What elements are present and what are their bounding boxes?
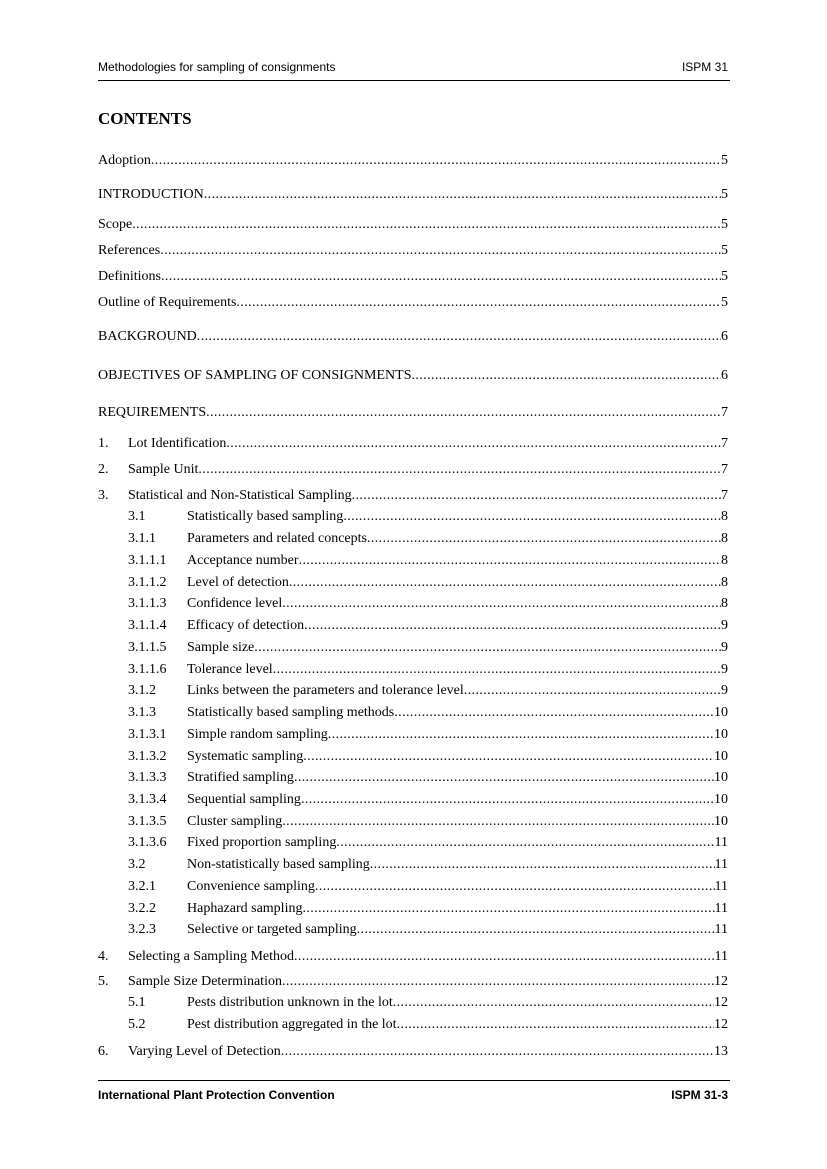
toc-entry-title: INTRODUCTION	[98, 187, 204, 202]
toc-entry[interactable]	[98, 812, 728, 832]
toc-entry-page: 12	[714, 1017, 728, 1032]
toc-entry-title: Haphazard sampling	[187, 901, 303, 916]
toc-entry[interactable]	[98, 947, 728, 967]
toc-entry[interactable]	[98, 681, 728, 701]
toc-entry-title: Links between the parameters and tolerance level	[187, 683, 464, 698]
toc-entry-title: Tolerance level	[187, 662, 273, 677]
toc-entry-page: 9	[721, 683, 728, 698]
toc-entry-number: 3.1.1.2	[128, 575, 167, 590]
toc-dot-leader	[328, 725, 714, 745]
toc-entry[interactable]	[98, 327, 728, 347]
toc-entry[interactable]	[98, 403, 728, 423]
toc-entry[interactable]	[98, 616, 728, 636]
toc-entry-number: 1.	[98, 436, 109, 451]
toc-entry-page: 7	[721, 462, 728, 477]
toc-entry[interactable]	[98, 366, 728, 386]
toc-entry-title: Fixed proportion sampling	[187, 835, 337, 850]
toc-entry-title: Statistically based sampling	[187, 509, 344, 524]
toc-dot-leader	[197, 327, 721, 347]
toc-entry-title: Pest distribution aggregated in the lot	[187, 1017, 397, 1032]
toc-entry-page: 11	[714, 949, 728, 964]
toc-dot-leader	[394, 703, 714, 723]
toc-entry[interactable]	[98, 855, 728, 875]
header-document-title: Methodologies for sampling of consignments	[98, 60, 336, 74]
toc-entry-page: 11	[714, 901, 728, 916]
toc-dot-leader	[160, 241, 721, 261]
toc-entry-title: Outline of Requirements	[98, 295, 237, 310]
toc-entry[interactable]	[98, 215, 728, 235]
toc-entry-title: Sample Unit	[128, 462, 199, 477]
page-header	[98, 58, 730, 81]
toc-entry-title: Selective or targeted sampling	[187, 922, 357, 937]
toc-entry-page: 5	[721, 269, 728, 284]
toc-entry-number: 4.	[98, 949, 109, 964]
toc-entry-page: 6	[721, 368, 728, 383]
toc-entry-page: 9	[721, 618, 728, 633]
toc-entry-title: Statistically based sampling methods	[187, 705, 395, 720]
toc-dot-leader	[204, 185, 721, 205]
toc-dot-leader	[343, 507, 721, 527]
toc-entry-page: 10	[714, 727, 728, 742]
toc-entry-page: 5	[721, 295, 728, 310]
toc-entry-number: 3.1.1.5	[128, 640, 167, 655]
toc-entry-title: Lot Identification	[128, 436, 227, 451]
toc-entry-title: Simple random sampling	[187, 727, 328, 742]
toc-dot-leader	[397, 1015, 714, 1035]
page-footer	[98, 1080, 730, 1105]
toc-entry-title: Parameters and related concepts	[187, 531, 367, 546]
toc-entry-page: 7	[721, 405, 728, 420]
toc-entry[interactable]	[98, 551, 728, 571]
toc-entry-title: Non-statistically based sampling	[187, 857, 370, 872]
toc-entry[interactable]	[98, 993, 728, 1013]
toc-entry-title: Level of detection	[187, 575, 289, 590]
toc-dot-leader	[411, 366, 721, 386]
toc-entry-number: 5.1	[128, 995, 146, 1010]
toc-entry-title: Pests distribution unknown in the lot	[187, 995, 393, 1010]
toc-entry[interactable]	[98, 267, 728, 287]
toc-dot-leader	[336, 833, 714, 853]
toc-entry-title: OBJECTIVES OF SAMPLING OF CONSIGNMENTS	[98, 368, 412, 383]
toc-entry-page: 5	[721, 187, 728, 202]
toc-dot-leader	[294, 768, 714, 788]
toc-entry-title: Stratified sampling	[187, 770, 294, 785]
toc-dot-leader	[357, 920, 715, 940]
toc-entry-number: 3.2.2	[128, 901, 156, 916]
toc-entry[interactable]	[98, 573, 728, 593]
toc-dot-leader	[273, 660, 721, 680]
toc-entry-page: 12	[714, 974, 728, 989]
toc-entry-page: 8	[721, 553, 728, 568]
toc-dot-leader	[393, 993, 714, 1013]
toc-entry-number: 3.1.3.2	[128, 749, 167, 764]
toc-dot-leader	[370, 855, 715, 875]
toc-entry-number: 3.2.3	[128, 922, 156, 937]
toc-entry-page: 13	[714, 1044, 728, 1059]
toc-entry-number: 3.1.1.6	[128, 662, 167, 677]
toc-entry-title: References	[98, 243, 161, 258]
toc-dot-leader	[302, 899, 714, 919]
toc-dot-leader	[282, 972, 714, 992]
toc-entry[interactable]	[98, 434, 728, 454]
toc-entry-title: Adoption	[98, 153, 151, 168]
toc-dot-leader	[198, 460, 721, 480]
toc-entry-number: 3.1.1.3	[128, 596, 167, 611]
toc-entry-title: Sample size	[187, 640, 255, 655]
toc-entry-title: Systematic sampling	[187, 749, 304, 764]
toc-entry[interactable]	[98, 293, 728, 313]
toc-entry-title: Scope	[98, 217, 133, 232]
toc-entry-page: 5	[721, 217, 728, 232]
header-standard-number: ISPM 31	[681, 60, 728, 74]
toc-entry[interactable]	[98, 725, 728, 745]
toc-entry-page: 7	[721, 488, 728, 503]
toc-dot-leader	[226, 434, 721, 454]
toc-entry-page: 8	[721, 531, 728, 546]
toc-dot-leader	[294, 947, 714, 967]
toc-dot-leader	[206, 403, 721, 423]
toc-entry-number: 3.	[98, 488, 109, 503]
toc-entry-page: 10	[714, 770, 728, 785]
toc-entry-page: 8	[721, 509, 728, 524]
toc-entry[interactable]	[98, 529, 728, 549]
toc-entry-page: 11	[714, 879, 728, 894]
toc-entry[interactable]	[98, 833, 728, 853]
toc-entry-title: Statistical and Non-Statistical Sampling	[128, 488, 352, 503]
toc-entry-title: Sample Size Determination	[128, 974, 282, 989]
toc-entry[interactable]	[98, 747, 728, 767]
toc-entry-page: 9	[721, 640, 728, 655]
toc-entry-page: 7	[721, 436, 728, 451]
toc-entry-page: 10	[714, 792, 728, 807]
toc-dot-leader	[151, 151, 721, 171]
toc-entry[interactable]	[98, 703, 728, 723]
toc-entry-title: REQUIREMENTS	[98, 405, 207, 420]
toc-entry-number: 3.2.1	[128, 879, 156, 894]
toc-entry-page: 5	[721, 153, 728, 168]
toc-entry[interactable]	[98, 594, 728, 614]
toc-entry-number: 5.	[98, 974, 109, 989]
toc-dot-leader	[352, 486, 721, 506]
toc-entry[interactable]	[98, 241, 728, 261]
toc-dot-leader	[132, 215, 721, 235]
toc-entry-title: Definitions	[98, 269, 161, 284]
toc-dot-leader	[161, 267, 721, 287]
toc-entry-title: Varying Level of Detection	[128, 1044, 281, 1059]
toc-dot-leader	[315, 877, 715, 897]
toc-dot-leader	[367, 529, 721, 549]
toc-dot-leader	[282, 812, 714, 832]
toc-entry-number: 3.1.3.3	[128, 770, 167, 785]
toc-entry-number: 3.1	[128, 509, 146, 524]
footer-organization: International Plant Protection Convention	[98, 1088, 335, 1102]
toc-entry[interactable]	[98, 460, 728, 480]
toc-entry[interactable]	[98, 185, 728, 205]
toc-entry-page: 11	[714, 835, 728, 850]
toc-entry-number: 5.2	[128, 1017, 146, 1032]
toc-entry-page: 8	[721, 596, 728, 611]
toc-dot-leader	[236, 293, 721, 313]
toc-entry[interactable]	[98, 790, 728, 810]
toc-entry-title: Acceptance number	[187, 553, 299, 568]
toc-entry-number: 3.2	[128, 857, 146, 872]
toc-entry-title: Selecting a Sampling Method	[128, 949, 295, 964]
contents-heading: CONTENTS	[98, 109, 192, 128]
toc-entry-page: 6	[721, 329, 728, 344]
toc-entry-number: 3.1.3.5	[128, 814, 167, 829]
toc-entry-page: 10	[714, 749, 728, 764]
toc-entry[interactable]	[98, 638, 728, 658]
toc-dot-leader	[464, 681, 721, 701]
toc-dot-leader	[303, 747, 714, 767]
toc-dot-leader	[282, 594, 721, 614]
toc-entry-page: 5	[721, 243, 728, 258]
toc-entry-number: 3.1.3.6	[128, 835, 167, 850]
toc-entry-number: 3.1.1.4	[128, 618, 167, 633]
toc-entry-title: Efficacy of detection	[187, 618, 305, 633]
toc-entry-number: 2.	[98, 462, 109, 477]
toc-entry-number: 6.	[98, 1044, 109, 1059]
toc-entry[interactable]	[98, 507, 728, 527]
toc-dot-leader	[304, 616, 721, 636]
toc-dot-leader	[299, 551, 721, 571]
toc-entry[interactable]	[98, 768, 728, 788]
toc-entry[interactable]	[98, 972, 728, 992]
toc-entry-number: 3.1.3.1	[128, 727, 167, 742]
toc-entry-page: 12	[714, 995, 728, 1010]
toc-entry-number: 3.1.3	[128, 705, 156, 720]
toc-entry-number: 3.1.1	[128, 531, 156, 546]
toc-entry[interactable]	[98, 899, 728, 919]
toc-entry[interactable]	[98, 877, 728, 897]
toc-entry[interactable]	[98, 151, 728, 171]
toc-entry-page: 11	[714, 857, 728, 872]
toc-entry-number: 3.1.3.4	[128, 792, 167, 807]
toc-entry[interactable]	[98, 1042, 728, 1062]
toc-entry-number: 3.1.2	[128, 683, 156, 698]
toc-entry-title: Sequential sampling	[187, 792, 301, 807]
toc-entry[interactable]	[98, 1015, 728, 1035]
toc-dot-leader	[281, 1042, 714, 1062]
toc-entry-page: 10	[714, 705, 728, 720]
toc-entry-title: Confidence level	[187, 596, 283, 611]
toc-entry-title: BACKGROUND	[98, 329, 197, 344]
toc-entry-page: 8	[721, 575, 728, 590]
toc-entry[interactable]	[98, 660, 728, 680]
toc-entry-page: 9	[721, 662, 728, 677]
toc-entry-title: Cluster sampling	[187, 814, 283, 829]
toc-entry[interactable]	[98, 486, 728, 506]
toc-entry-page: 10	[714, 814, 728, 829]
toc-dot-leader	[254, 638, 721, 658]
toc-entry-number: 3.1.1.1	[128, 553, 167, 568]
toc-dot-leader	[301, 790, 714, 810]
footer-page-number: ISPM 31-3	[671, 1088, 728, 1102]
toc-entry[interactable]	[98, 920, 728, 940]
toc-entry-page: 11	[714, 922, 728, 937]
toc-dot-leader	[289, 573, 721, 593]
toc-entry-title: Convenience sampling	[187, 879, 315, 894]
